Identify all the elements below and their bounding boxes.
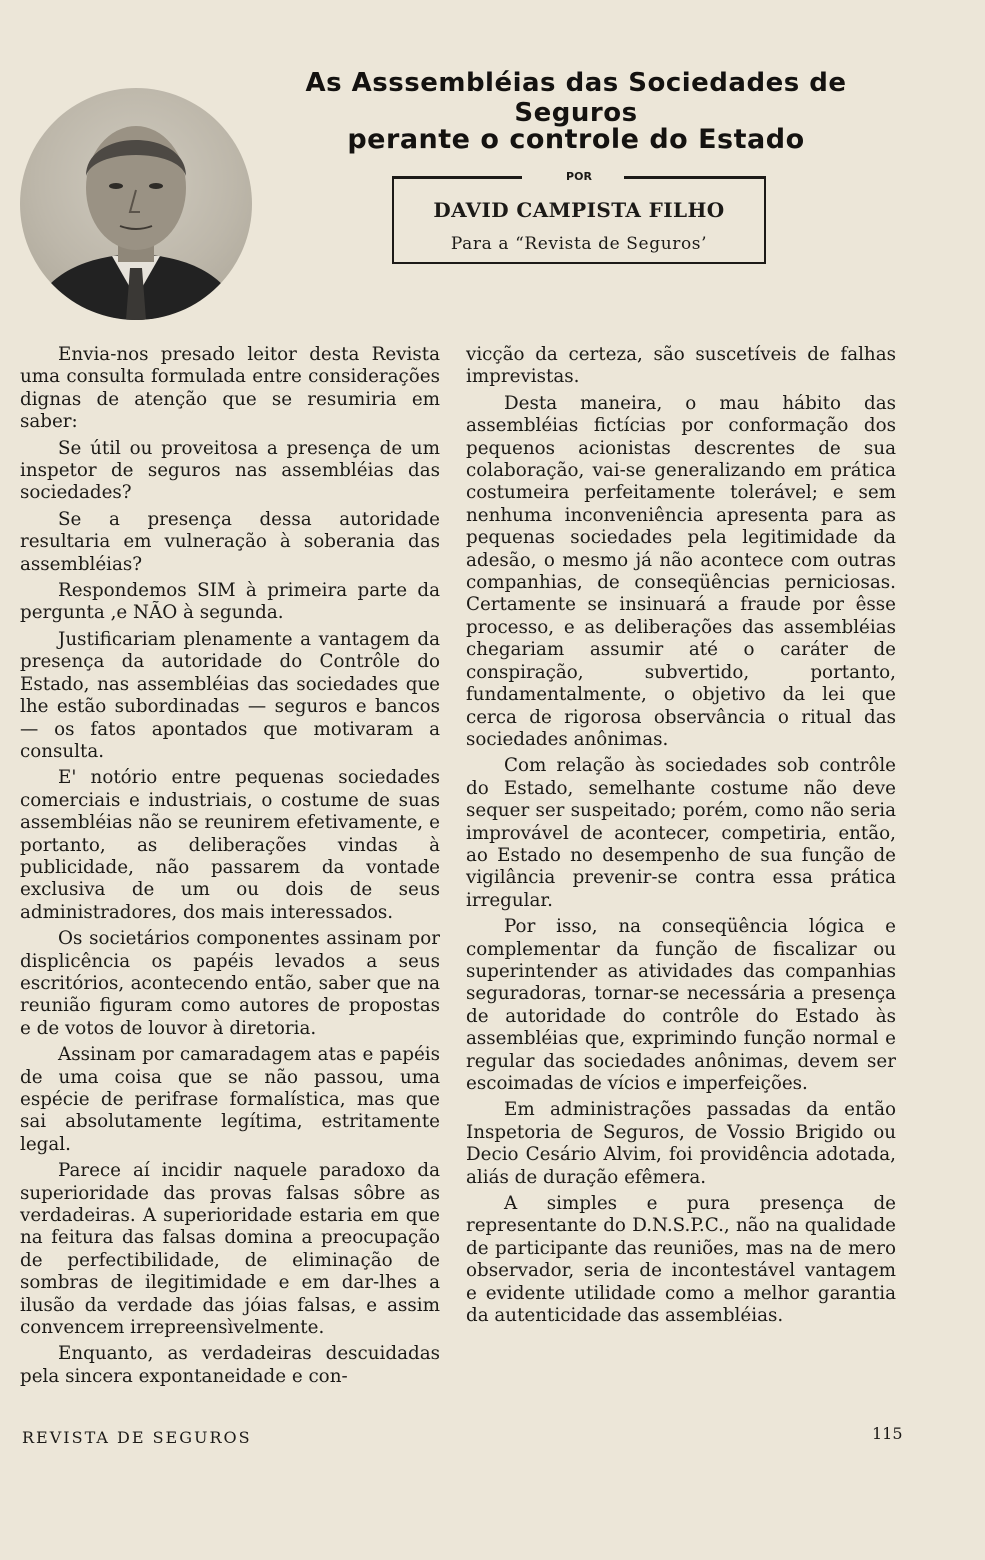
paragraph: Desta maneira, o mau hábito das assembléias fictícias por conformação dos pequenos acionistas descrentes de sua colaboração, vai-se generalizando em prática costumeira perfeitamente tolerável; e sem nenhuma inconveniência apresenta para as pequenas sociedades pela legitimidade da adesão, o mesmo já não acontece com outras companhias, de conseqüências perniciosas. Certamente se insinuará a fraude por êsse processo, e as deliberações das assembléias chegariam assumir até o caráter de conspiração, subvertido, portanto, fundamentalmente, o objetivo da lei que cerca de rigorosa observância o ritual das sociedades anônimas. xyxy=(466,392,896,750)
paragraph: Se a presença dessa autoridade resultaria em vulneração à soberania das assembléias? xyxy=(20,508,440,575)
paragraph: Envia-nos presado leitor desta Revista uma consulta formulada entre considerações dignas de atenção que se resumiria em saber: xyxy=(20,344,440,433)
article-title-line-1: As Asssembléias das Sociedades de Seguros xyxy=(305,68,847,128)
left-column xyxy=(20,344,440,1392)
paragraph: Parece aí incidir naquele paradoxo da superioridade das provas falsas sôbre as verdadeiras. A superioridade estaria em que na feitura das falsas domina a preocupação de perfectibilidade, de eliminação de sombras de ilegitimidade e em dar-lhes a ilusão da verdade das jóias falsas, e assim convencem irrepreensìvelmente. xyxy=(20,1160,440,1339)
paragraph: A simples e pura presença de representante do D.N.S.P.C., não na qualidade de participante das reuniões, mas na de mero observador, seria de incontestável vantagem e evidente utilidade como a melhor garantia da autenticidade das assembléias. xyxy=(466,1193,896,1327)
paragraph: Respondemos SIM à primeira parte da pergunta ,e NÃO à segunda. xyxy=(20,580,440,624)
paragraph: Enquanto, as verdadeiras descuidadas pela sincera expontaneidade e con- xyxy=(20,1343,440,1387)
byline-box xyxy=(392,170,766,264)
author-name: DAVID CAMPISTA FILHO xyxy=(433,198,725,222)
byline-source: Para a “Revista de Seguros’ xyxy=(450,234,708,254)
paragraph: Assinam por camaradagem atas e papéis de uma coisa que se não passou, uma espécie de perifrase formalística, mas que sai absolutamente legítima, estritamente legal. xyxy=(20,1044,440,1155)
paragraph-continuation: vicção da certeza, são suscetíveis de falhas imprevistas. xyxy=(466,344,896,388)
page-number: 115 xyxy=(872,1424,903,1443)
article-title-line-2: perante o controle do Estado xyxy=(347,124,805,155)
paragraph: Por isso, na conseqüência lógica e complementar da função de fiscalizar ou superintender as atividades das companhias seguradoras, tornar-se necessária a presença de autoridade do contrôle do Estado às assembléias que, exprimindo função normal e regular das sociedades anônimas, devem ser escoimadas de vícios e imperfeições. xyxy=(466,916,896,1094)
paragraph: Justificariam plenamente a vantagem da presença da autoridade do Contrôle do Estado, nas assembléias das sociedades que lhe estão subordinadas — seguros e bancos — os fatos apontados que motivaram a consulta. xyxy=(20,628,440,762)
right-column xyxy=(466,344,896,1331)
portrait-illustration xyxy=(20,88,252,320)
byline-label: POR xyxy=(566,170,592,183)
paragraph: Os societários componentes assinam por displicência os papéis levados a seus escritórios, acontecendo então, saber que na reunião figuram como autores de propostas e de votos de louvor à diretoria. xyxy=(20,928,440,1039)
paragraph: Se útil ou proveitosa a presença de um inspetor de seguros nas assembléias das sociedades? xyxy=(20,437,440,504)
paragraph: Com relação às sociedades sob contrôle do Estado, semelhante costume não deve sequer ser suspeitado; porém, como não seria improvável de acontecer, competiria, então, ao Estado no desempenho de sua função de vigilância prevenir-se contra essa prática irregular. xyxy=(466,755,896,911)
author-portrait xyxy=(20,88,252,320)
paragraph: E' notório entre pequenas sociedades comerciais e industriais, o costume de suas assembléias não se reunirem efetivamente, e portanto, as deliberações vindas à publicidade, não passarem da vontade exclusiva de um ou dois de seus administradores, dos mais interessados. xyxy=(20,767,440,923)
footer-publication: REVISTA DE SEGUROS xyxy=(22,1428,252,1447)
paragraph: Em administrações passadas da então Inspetoria de Seguros, de Vossio Brigido ou Decio Cesário Alvim, foi providência adotada, aliás de duração efêmera. xyxy=(466,1099,896,1188)
